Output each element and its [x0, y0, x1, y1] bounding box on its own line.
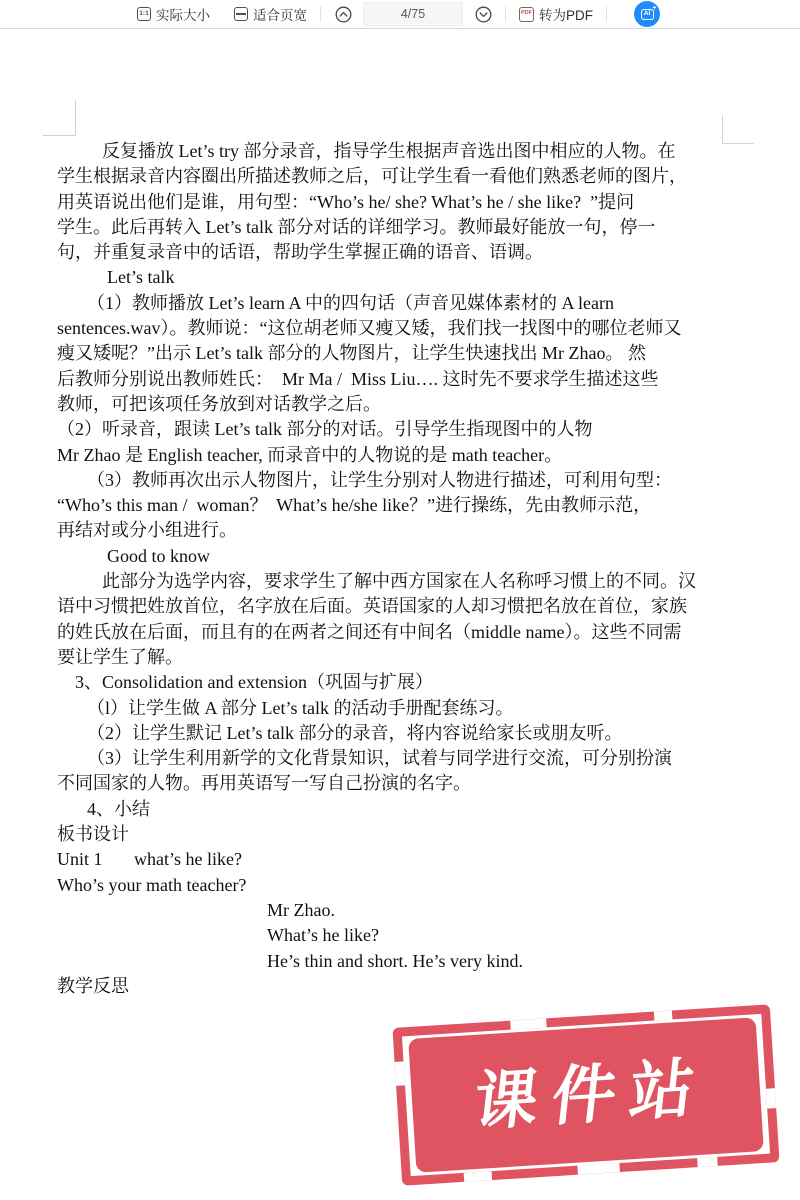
ai-icon: AI +	[641, 9, 654, 20]
watermark-stamp	[392, 1004, 779, 1185]
fit-width-button[interactable]	[234, 4, 307, 24]
document-page	[57, 139, 757, 999]
actual-size-label: 实际大小	[156, 8, 210, 23]
stamp-text: 课件站	[470, 1051, 712, 1139]
doc-line: 的姓氏放在后面，而且有的在两者之间还有中间名（middle name）。这些不同需	[57, 621, 682, 642]
doc-line: What’s he like?	[267, 925, 379, 946]
toolbar-divider	[505, 6, 506, 22]
toolbar-divider	[606, 6, 607, 22]
doc-section-heading: 教学反思	[57, 975, 129, 996]
doc-line: 用英语说出他们是谁，用句型：“Who’s he/ she? What’s he / she like? ”提问	[57, 191, 635, 212]
toolbar-divider	[320, 6, 321, 22]
viewer-toolbar	[0, 0, 800, 29]
doc-section-heading: Let’s talk	[107, 267, 175, 288]
doc-line: 语中习惯把姓放首位，名字放在后面。英语国家的人却习惯把名放在首位，家族	[57, 596, 687, 617]
doc-line: Mr Zhao 是 English teacher, 而录音中的人物说的是 math teacher。	[57, 444, 563, 465]
doc-line: （3）让学生利用新学的文化背景知识，试着与同学进行交流，可分别扮演	[87, 748, 672, 769]
chevron-up-circle-icon	[335, 6, 352, 23]
fit-width-icon	[234, 7, 248, 21]
actual-size-button[interactable]	[137, 4, 210, 24]
convert-pdf-icon: PDF	[519, 7, 534, 22]
fit-width-label: 适合页宽	[253, 8, 307, 23]
doc-line: （1）教师播放 Let’s learn A 中的四句话（声音见媒体素材的 A learn	[87, 292, 614, 313]
page-indicator[interactable]: 4/75	[363, 2, 463, 26]
doc-line: （2）听录音，跟读 Let’s talk 部分的对话。引导学生指现图中的人物	[57, 419, 593, 440]
ai-assistant-button[interactable]	[634, 1, 660, 27]
previous-page-button[interactable]	[334, 5, 352, 23]
doc-line: （l）让学生做 A 部分 Let’s talk 的活动手册配套练习。	[87, 697, 514, 718]
chevron-down-circle-icon	[475, 6, 492, 23]
doc-line: 句，并重复录音中的话语，帮助学生掌握正确的语音、语调。	[57, 242, 543, 263]
doc-line: 反复播放 Let’s try 部分录音，指导学生根据声音选出图中相应的人物。在	[102, 141, 676, 161]
doc-line: He’s thin and short. He’s very kind.	[267, 950, 523, 971]
doc-line: Mr Zhao.	[267, 899, 335, 920]
doc-section-heading: Good to know	[107, 545, 210, 566]
doc-section-heading: 板书设计	[57, 824, 129, 845]
doc-line: 此部分为选学内容，要求学生了解中西方国家在人名称呼习惯上的不同。汉	[102, 571, 696, 592]
doc-line: （2）让学生默记 Let’s talk 部分的录音，将内容说给家长或朋友听。	[87, 722, 623, 743]
doc-line: 不同国家的人物。再用英语写一写自己扮演的名字。	[57, 773, 471, 794]
doc-line: Unit 1 what’s he like?	[57, 849, 242, 870]
next-page-button[interactable]	[474, 5, 492, 23]
stamp-body	[408, 1017, 764, 1173]
doc-line: 瘦又矮呢？”出示 Let’s talk 部分的人物图片，让学生快速找出 Mr Zhao。 然	[57, 343, 646, 364]
doc-section-heading: 3、Consolidation and extension（巩固与扩展）	[75, 672, 433, 693]
doc-line: 学生。此后再转入 Let’s talk 部分对话的详细学习。教师最好能放一句，停一	[57, 216, 656, 237]
doc-line: 再结对或分小组进行。	[57, 520, 237, 541]
doc-line: sentences.wav）。教师说：“这位胡老师又瘦又矮，我们找一找图中的哪位老师又	[57, 318, 682, 339]
ai-plus-badge: +	[652, 4, 657, 12]
doc-line: “Who’s this man / woman？ What’s he/she like？”进行操练，先由教师示范，	[57, 495, 652, 516]
doc-line: Who’s your math teacher?	[57, 874, 247, 895]
doc-line: 后教师分别说出教师姓氏： Mr Ma / Miss Liu…. 这时先不要求学生描述这些	[57, 368, 659, 389]
doc-line: 教师，可把该项任务放到对话教学之后。	[57, 393, 381, 414]
doc-line: 要让学生了解。	[57, 646, 183, 667]
page-corner-mark-left	[43, 100, 76, 136]
doc-line: （3）教师再次出示人物图片，让学生分别对人物进行描述，可利用句型：	[87, 469, 672, 490]
actual-size-icon: 1:1	[137, 7, 151, 21]
doc-line: 学生根据录音内容圈出所描述教师之后，可让学生看一看他们熟悉老师的图片，	[57, 166, 687, 187]
convert-pdf-label: 转为PDF	[539, 8, 593, 23]
convert-to-pdf-button[interactable]	[519, 4, 593, 24]
doc-section-heading: 4、小结	[87, 798, 150, 819]
